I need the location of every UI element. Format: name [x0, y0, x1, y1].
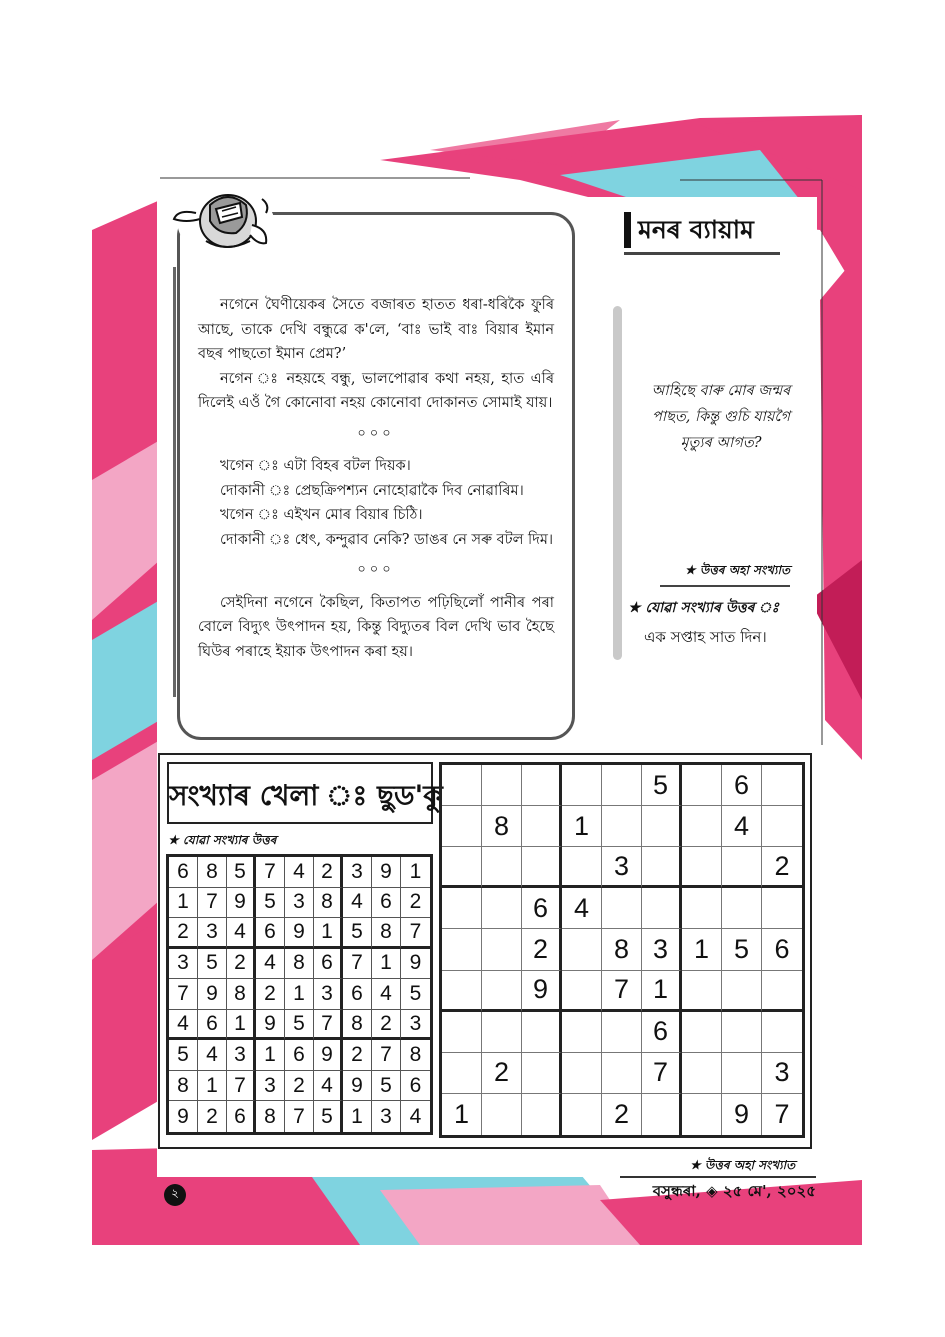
solution-cell: 9 — [227, 888, 256, 919]
sudoku-cell: 2 — [522, 929, 562, 970]
sudoku-cell — [762, 806, 802, 847]
riddle-divider — [613, 306, 622, 660]
solution-cell: 7 — [227, 1071, 256, 1102]
solution-cell: 5 — [256, 888, 285, 919]
solution-cell: 6 — [198, 1010, 227, 1041]
solution-cell: 5 — [169, 1040, 198, 1071]
joke-paragraph: খগেন ঃ এইখন মোৰ বিয়াৰ চিঠি। — [220, 507, 423, 523]
sudoku-grid — [439, 762, 805, 1138]
solution-cell: 2 — [169, 918, 198, 949]
sudoku-cell: 9 — [722, 1094, 762, 1135]
sudoku-cell: 3 — [642, 929, 682, 970]
solution-cell: 1 — [169, 888, 198, 919]
previous-answer-label: ★ যোৱা সংখ্যাৰ উত্তৰ ঃ — [628, 600, 779, 616]
sudoku-cell — [482, 765, 522, 806]
sudoku-cell: 3 — [602, 847, 642, 888]
joke-paragraph: সেইদিনা নগেনে কৈছিল, কিতাপত পঢ়িছিলোঁ পানীৰ পৰা বোলে বিদ্যুৎ উৎপাদন হয়, কিন্তু বিদ্যুতৰ বিল দেখি ভাব হৈছে ঘিউৰ পৰাহে ইয়াক উৎপাদন কৰা হয়। — [198, 594, 554, 660]
solution-cell: 8 — [343, 1010, 372, 1041]
solution-cell: 8 — [401, 1040, 430, 1071]
solution-cell: 8 — [227, 979, 256, 1010]
sudoku-cell — [682, 847, 722, 888]
solution-cell: 5 — [285, 1010, 314, 1041]
sudoku-cell — [642, 806, 682, 847]
title-underline — [624, 252, 780, 255]
solution-cell: 7 — [256, 857, 285, 888]
solution-cell: 5 — [401, 979, 430, 1010]
sudoku-cell — [482, 971, 522, 1012]
sudoku-cell — [602, 1012, 642, 1053]
solution-cell: 6 — [227, 1101, 256, 1132]
sudoku-cell — [482, 847, 522, 888]
solution-cell: 7 — [401, 918, 430, 949]
solution-cell: 4 — [227, 918, 256, 949]
sudoku-cell: 7 — [642, 1053, 682, 1094]
solution-cell: 1 — [372, 949, 401, 980]
sudoku-cell — [682, 1053, 722, 1094]
sudoku-cell: 2 — [602, 1094, 642, 1135]
solution-cell: 7 — [314, 1010, 343, 1041]
solution-cell: 9 — [169, 1101, 198, 1132]
solution-cell: 1 — [227, 1010, 256, 1041]
sudoku-cell — [642, 888, 682, 929]
sudoku-cell — [762, 888, 802, 929]
solution-cell: 2 — [314, 857, 343, 888]
solution-cell: 9 — [343, 1071, 372, 1102]
sudoku-cell — [682, 765, 722, 806]
sudoku-cell: 7 — [602, 971, 642, 1012]
section-title-text: মনৰ ব্যায়াম — [638, 215, 754, 244]
sudoku-cell — [522, 806, 562, 847]
solution-cell: 4 — [169, 1010, 198, 1041]
solution-cell: 6 — [401, 1071, 430, 1102]
sudoku-cell: 1 — [442, 1094, 482, 1135]
solution-cell: 8 — [314, 888, 343, 919]
solution-cell: 4 — [256, 949, 285, 980]
solution-cell: 6 — [343, 979, 372, 1010]
solution-cell: 2 — [285, 1071, 314, 1102]
sudoku-cell — [442, 1053, 482, 1094]
solution-cell: 9 — [256, 1010, 285, 1041]
solution-cell: 4 — [343, 888, 372, 919]
solution-cell: 1 — [256, 1040, 285, 1071]
riddle-question: আহিছে বাৰু মোৰ জন্মৰ পাছত, কিন্তু গুচি যায়গৈ মৃত্যুৰ আগত? — [651, 383, 791, 451]
solution-cell: 7 — [198, 888, 227, 919]
sudoku-cell — [442, 765, 482, 806]
joke-paragraph: দোকানী ঃ ধেৎ, কন্দুৱাব নেকি? ডাঙৰ নে সৰু বটল দিম। — [220, 531, 554, 548]
solution-cell: 3 — [372, 1101, 401, 1132]
sudoku-cell — [522, 765, 562, 806]
sudoku-cell: 8 — [602, 929, 642, 970]
sudoku-cell — [442, 1012, 482, 1053]
solution-cell: 8 — [372, 918, 401, 949]
footer-line — [620, 1176, 816, 1178]
sudoku-cell — [682, 888, 722, 929]
solution-cell: 3 — [314, 979, 343, 1010]
sudoku-cell: 6 — [762, 929, 802, 970]
sudoku-cell — [682, 806, 722, 847]
solution-cell: 9 — [372, 857, 401, 888]
solution-cell: 6 — [256, 918, 285, 949]
sudoku-cell: 1 — [562, 806, 602, 847]
sudoku-cell — [762, 971, 802, 1012]
solution-cell: 7 — [372, 1040, 401, 1071]
solution-cell: 1 — [198, 1071, 227, 1102]
sudoku-cell: 1 — [642, 971, 682, 1012]
sudoku-cell — [642, 1094, 682, 1135]
joke-paragraph: দোকানী ঃ প্ৰেছক্ৰিপশ্যন নোহোৱাকৈ দিব নোৱাৰিম। — [220, 482, 524, 499]
sudoku-cell — [722, 1053, 762, 1094]
solution-label: ★ যোৱা সংখ্যাৰ উত্তৰ — [168, 833, 277, 847]
sudoku-cell: 5 — [722, 929, 762, 970]
sudoku-cell — [722, 971, 762, 1012]
solution-cell: 1 — [314, 918, 343, 949]
solution-cell: 9 — [314, 1040, 343, 1071]
sudoku-cell — [562, 929, 602, 970]
sudoku-cell — [722, 847, 762, 888]
solution-cell: 3 — [227, 1040, 256, 1071]
solution-cell: 3 — [198, 918, 227, 949]
solution-cell: 2 — [227, 949, 256, 980]
sudoku-cell: 8 — [482, 806, 522, 847]
sudoku-cell — [442, 806, 482, 847]
sudoku-cell — [482, 1012, 522, 1053]
sudoku-cell — [522, 1012, 562, 1053]
sudoku-cell: 9 — [522, 971, 562, 1012]
sudoku-cell — [562, 1053, 602, 1094]
sudoku-cell — [562, 1094, 602, 1135]
solution-cell: 3 — [256, 1071, 285, 1102]
sudoku-cell — [682, 1012, 722, 1053]
solution-cell: 5 — [372, 1071, 401, 1102]
solution-cell: 4 — [409, 1104, 422, 1128]
sudoku-cell: 6 — [522, 888, 562, 929]
jokes-side-line — [173, 267, 176, 697]
solution-cell: 4 — [372, 979, 401, 1010]
sudoku-cell — [442, 847, 482, 888]
joke-paragraph: নগেনে ঘৈণীয়েকৰ সৈতে বজাৰত হাতত ধৰা-ধৰিকৈ ফুৰি আছে, তাকে দেখি বন্ধুৱে ক'লে, ‘বাঃ ভাই বাঃ বিয়াৰ ইমান বছৰ পাছতো ইমান প্ৰেম?’ — [198, 297, 554, 362]
solution-cell: 5 — [198, 949, 227, 980]
sudoku-cell — [682, 971, 722, 1012]
joke-paragraph: খগেন ঃ এটা বিহৰ বটল দিয়ক। — [220, 458, 411, 474]
solution-cell: 9 — [198, 979, 227, 1010]
page-number: ২ — [164, 1184, 186, 1206]
solution-cell: 2 — [256, 979, 285, 1010]
sudoku-cell — [522, 1053, 562, 1094]
jokes-box — [177, 212, 575, 740]
sudoku-cell — [682, 1094, 722, 1135]
solution-cell: 9 — [285, 918, 314, 949]
sudoku-cell: 5 — [642, 765, 682, 806]
sudoku-cell: 7 — [774, 1098, 790, 1129]
joke-paragraph: নগেন ঃ নহয়হে বন্ধু, ভালপোৱাৰ কথা নহয়, হাত এৰি দিলেই এওঁ গৈ কোনোবা নহয় কোনোবা দোকানত সোমাই যায়। — [198, 370, 554, 411]
solution-cell: 3 — [169, 949, 198, 980]
solution-cell: 8 — [169, 1071, 198, 1102]
solution-cell: 7 — [285, 1101, 314, 1132]
solution-cell: 4 — [314, 1071, 343, 1102]
sudoku-cell — [602, 806, 642, 847]
sudoku-cell — [562, 1012, 602, 1053]
solution-cell: 2 — [401, 888, 430, 919]
solution-cell: 6 — [285, 1040, 314, 1071]
sudoku-cell — [722, 1012, 762, 1053]
solution-cell: 4 — [285, 857, 314, 888]
solution-cell: 8 — [256, 1101, 285, 1132]
solution-cell: 1 — [343, 1101, 372, 1132]
solution-cell: 8 — [198, 857, 227, 888]
title-bar — [624, 212, 631, 248]
solution-cell: 7 — [343, 949, 372, 980]
joke-separator: ০০০ — [357, 425, 395, 441]
sudoku-cell: 2 — [482, 1053, 522, 1094]
publication-footer: বসুন্ধৰা, ◈ ২৫ মে', ২০২৫ — [652, 1182, 816, 1200]
solution-cell: 6 — [372, 888, 401, 919]
sudoku-cell: 2 — [762, 847, 802, 888]
sudoku-cell: 1 — [682, 929, 722, 970]
sudoku-cell — [442, 971, 482, 1012]
solution-cell: 8 — [285, 949, 314, 980]
solution-cell: 4 — [198, 1040, 227, 1071]
sudoku-title: সংখ্যাৰ খেলা ঃ ছুড'কু — [169, 779, 443, 812]
sudoku-cell — [482, 1094, 522, 1135]
puzzle-answer-note: ★ উত্তৰ অহা সংখ্যাত — [690, 1158, 796, 1172]
sudoku-cell — [562, 847, 602, 888]
solution-cell: 2 — [198, 1101, 227, 1132]
sudoku-cell — [602, 888, 642, 929]
brain-cartoon-icon — [166, 183, 286, 259]
solution-cell: 2 — [372, 1010, 401, 1041]
sudoku-cell — [482, 888, 522, 929]
sudoku-title-box — [167, 762, 443, 824]
sudoku-cell — [562, 971, 602, 1012]
sudoku-cell — [762, 765, 802, 806]
solution-grid — [166, 854, 433, 1135]
jokes-text — [198, 293, 554, 664]
sudoku-cell — [522, 1094, 562, 1135]
solution-cell: 6 — [169, 857, 198, 888]
riddle-answer-note: ★ উত্তৰ অহা সংখ্যাত — [660, 562, 790, 587]
solution-cell: 2 — [343, 1040, 372, 1071]
sudoku-cell: 4 — [722, 806, 762, 847]
solution-cell: 7 — [169, 979, 198, 1010]
sudoku-cell: 6 — [722, 765, 762, 806]
sudoku-cell — [442, 888, 482, 929]
solution-cell: 3 — [285, 888, 314, 919]
sudoku-cell — [642, 847, 682, 888]
sudoku-cell — [722, 888, 762, 929]
sudoku-cell — [602, 1053, 642, 1094]
solution-cell: 9 — [401, 949, 430, 980]
sudoku-cell — [482, 929, 522, 970]
solution-cell: 5 — [227, 857, 256, 888]
section-title — [624, 206, 780, 256]
sudoku-cell — [442, 929, 482, 970]
solution-cell: 1 — [285, 979, 314, 1010]
sudoku-cell: 6 — [642, 1012, 682, 1053]
solution-cell: 3 — [343, 857, 372, 888]
sudoku-cell — [522, 847, 562, 888]
joke-separator: ০০০ — [357, 562, 395, 577]
sudoku-cell — [602, 765, 642, 806]
sudoku-cell: 3 — [762, 1053, 802, 1094]
solution-cell: 6 — [314, 949, 343, 980]
solution-cell: 5 — [314, 1101, 343, 1132]
sudoku-cell — [562, 765, 602, 806]
previous-answer: এক সপ্তাহ সাত দিন। — [644, 628, 767, 646]
solution-cell: 3 — [401, 1010, 430, 1041]
solution-cell: 5 — [343, 918, 372, 949]
solution-cell: 1 — [401, 857, 430, 888]
sudoku-cell — [762, 1012, 802, 1053]
sudoku-cell: 4 — [562, 888, 602, 929]
